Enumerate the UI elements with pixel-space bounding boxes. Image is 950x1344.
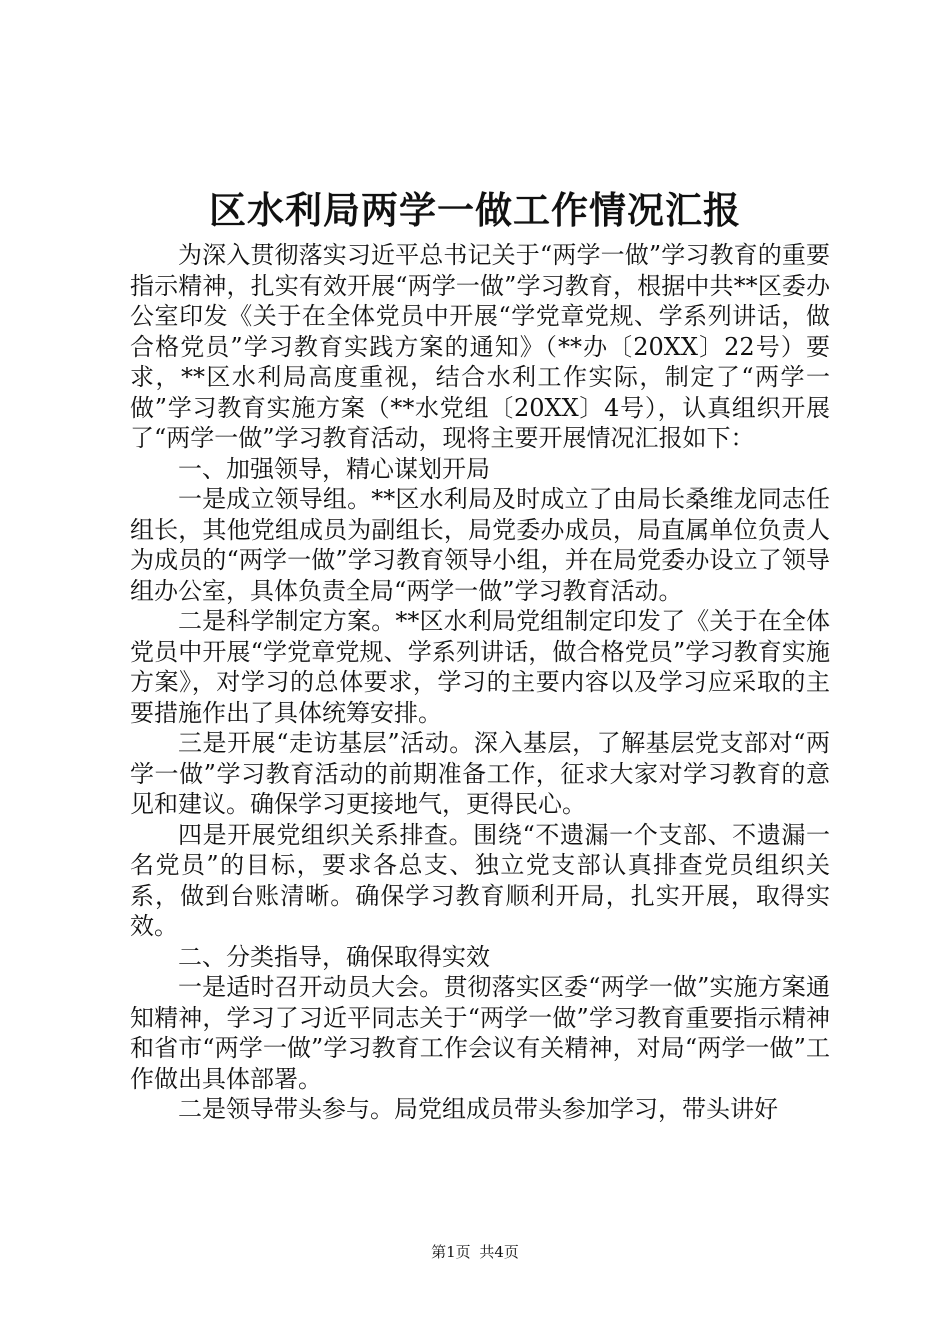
paragraph-plan: 二是科学制定方案。**区水利局党组制定印发了《关于在全体党员中开展“学党章党规、学系列讲话，做合格党员”学习教育实施方案》，对学习的总体要求，学习的主要内容以及学习应采取的主要措施作出了具体统筹安排。 [130,607,830,727]
section-heading-1: 一、加强领导，精心谋划开局 [178,454,490,483]
paragraph-grassroots-visit: 三是开展“走访基层”活动。深入基层，了解基层党支部对“两学一做”学习教育活动的前期准备工作，征求大家对学习教育的意见和建议。确保学习更接地气，更得民心。 [130,729,830,818]
section-heading-2: 二、分类指导，确保取得实效 [178,942,490,971]
page-number: 第1页 [431,1243,471,1261]
document-title: 区水利局两学一做工作情况汇报 [209,188,741,232]
paragraph-organization-check: 四是开展党组织关系排查。围绕“不遗漏一个支部、不遗漏一名党员”的目标，要求各总支、独立党支部认真排查党员组织关系，做到台账清晰。确保学习教育顺利开局，扎实开展，取得实效。 [130,820,830,940]
paragraph-mobilization-meeting: 一是适时召开动员大会。贯彻落实区委“两学一做”实施方案通知精神，学习了习近平同志关于“两学一做”学习教育重要指示精神和省市“两学一做”学习教育工作会议有关精神，对局“两学一做”工作做出具体部署。 [130,973,830,1093]
document-body [130,240,830,1125]
page-footer [0,1242,950,1262]
paragraph-intro: 为深入贯彻落实习近平总书记关于“两学一做”学习教育的重要指示精神，扎实有效开展“两学一做”学习教育，根据中共**区委办公室印发《关于在全体党员中开展“学党章党规、学系列讲话，做合格党员”学习教育实践方案的通知》（**办〔20XX〕22号）要求，**区水利局高度重视，结合水利工作实际，制定了“两学一做”学习教育实施方案（**水党组〔20XX〕4号），认真组织开展了“两学一做”学习教育活动，现将主要开展情况汇报如下： [130,241,830,452]
page-total: 共4页 [479,1243,519,1261]
paragraph-leaders-participate: 二是领导带头参与。局党组成员带头参加学习，带头讲好 [178,1095,778,1123]
paragraph-leadership-group: 一是成立领导组。**区水利局及时成立了由局长桑维龙同志任组长，其他党组成员为副组长，局党委办成员，局直属单位负责人为成员的“两学一做”学习教育领导小组，并在局党委办设立了领导组办公室，具体负责全局“两学一做”学习教育活动。 [130,485,830,605]
